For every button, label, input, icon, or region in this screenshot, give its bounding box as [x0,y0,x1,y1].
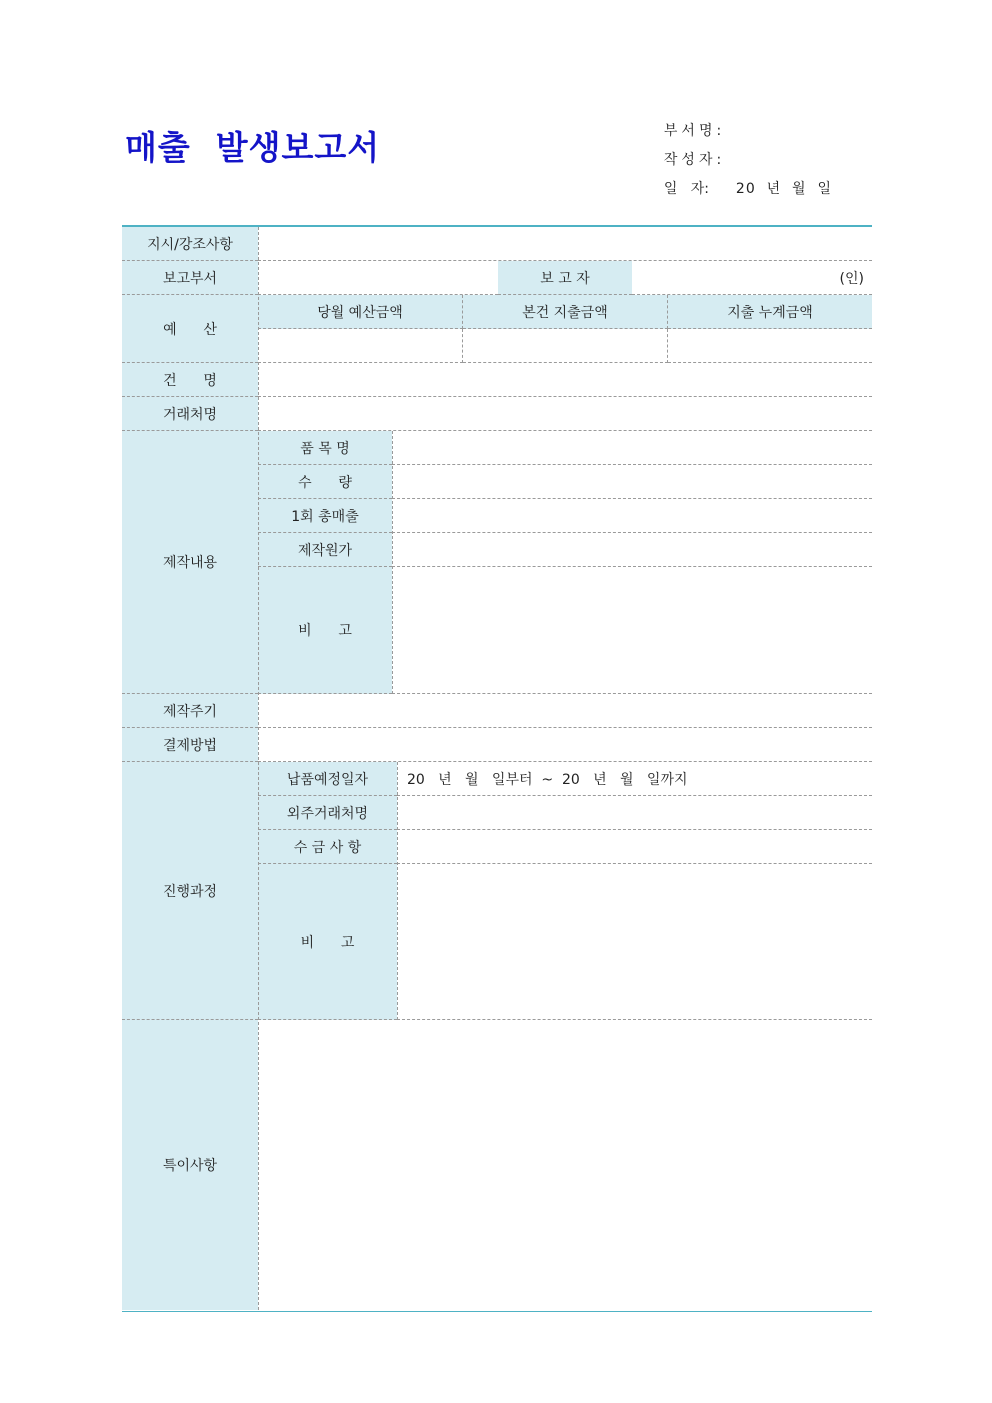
progress-label: 진행과정 [122,762,258,1020]
quantity-field[interactable] [392,465,872,499]
budget-monthly-field[interactable] [258,329,463,363]
collection-label: 수 금 사 항 [258,830,397,864]
budget-expense-field[interactable] [463,329,668,363]
reporter-field[interactable] [632,261,872,295]
delivery-date-value: 20 년 월 일부터 ~ 20 년 월 일까지 [407,771,688,788]
production-cost-label: 제작원가 [258,533,392,567]
item-name-label: 품 목 명 [258,431,392,465]
production-label: 제작내용 [122,431,258,694]
delivery-date-field[interactable] [397,762,872,796]
special-notes-field[interactable] [258,1020,872,1310]
outsourcing-client-label: 외주거래처명 [258,796,397,830]
item-name-field[interactable] [392,431,872,465]
seal-text: (인) [839,270,864,287]
budget-cumulative-header: 지출 누계금액 [668,295,872,329]
payment-method-field[interactable] [258,728,872,762]
author-label: 작성자: [663,152,726,168]
production-cycle-label: 제작주기 [122,694,258,728]
progress-remarks-field[interactable] [397,864,872,1020]
budget-label: 예 산 [122,295,258,363]
column-divider [258,227,259,1310]
quantity-label: 수 량 [258,465,392,499]
date-value: 20 년 월 일 [735,181,832,197]
progress-remarks-label: 비 고 [258,864,397,1020]
total-sales-label: 1회 총매출 [258,499,392,533]
report-form-table [122,225,872,1312]
client-name-label: 거래처명 [122,397,258,431]
budget-expense-header: 본건 지출금액 [463,295,668,329]
budget-monthly-header: 당월 예산금액 [258,295,463,329]
date-meta [655,162,832,198]
reporter-label: 보 고 자 [498,261,632,295]
delivery-date-label: 납품예정일자 [258,762,397,796]
column-divider [397,762,398,1020]
budget-cumulative-field[interactable] [668,329,872,363]
case-name-label: 건 명 [122,363,258,397]
outsourcing-client-field[interactable] [397,796,872,830]
case-name-field[interactable] [258,363,872,397]
report-dept-label: 보고부서 [122,261,258,295]
collection-field[interactable] [397,830,872,864]
report-dept-field[interactable] [258,261,498,295]
report-title: 매출 발생보고서 [125,128,381,167]
dept-label: 부서명: [663,123,726,139]
production-remarks-label: 비 고 [258,567,392,694]
column-divider [392,431,393,694]
production-cost-field[interactable] [392,533,872,567]
production-remarks-field[interactable] [392,567,872,694]
client-name-field[interactable] [258,397,872,431]
instructions-field[interactable] [258,227,872,261]
payment-method-label: 결제방법 [122,728,258,762]
date-label: 일 자: [663,181,710,197]
production-cycle-field[interactable] [258,694,872,728]
total-sales-field[interactable] [392,499,872,533]
instructions-label: 지시/강조사항 [122,227,258,261]
special-notes-label: 특이사항 [122,1020,258,1310]
